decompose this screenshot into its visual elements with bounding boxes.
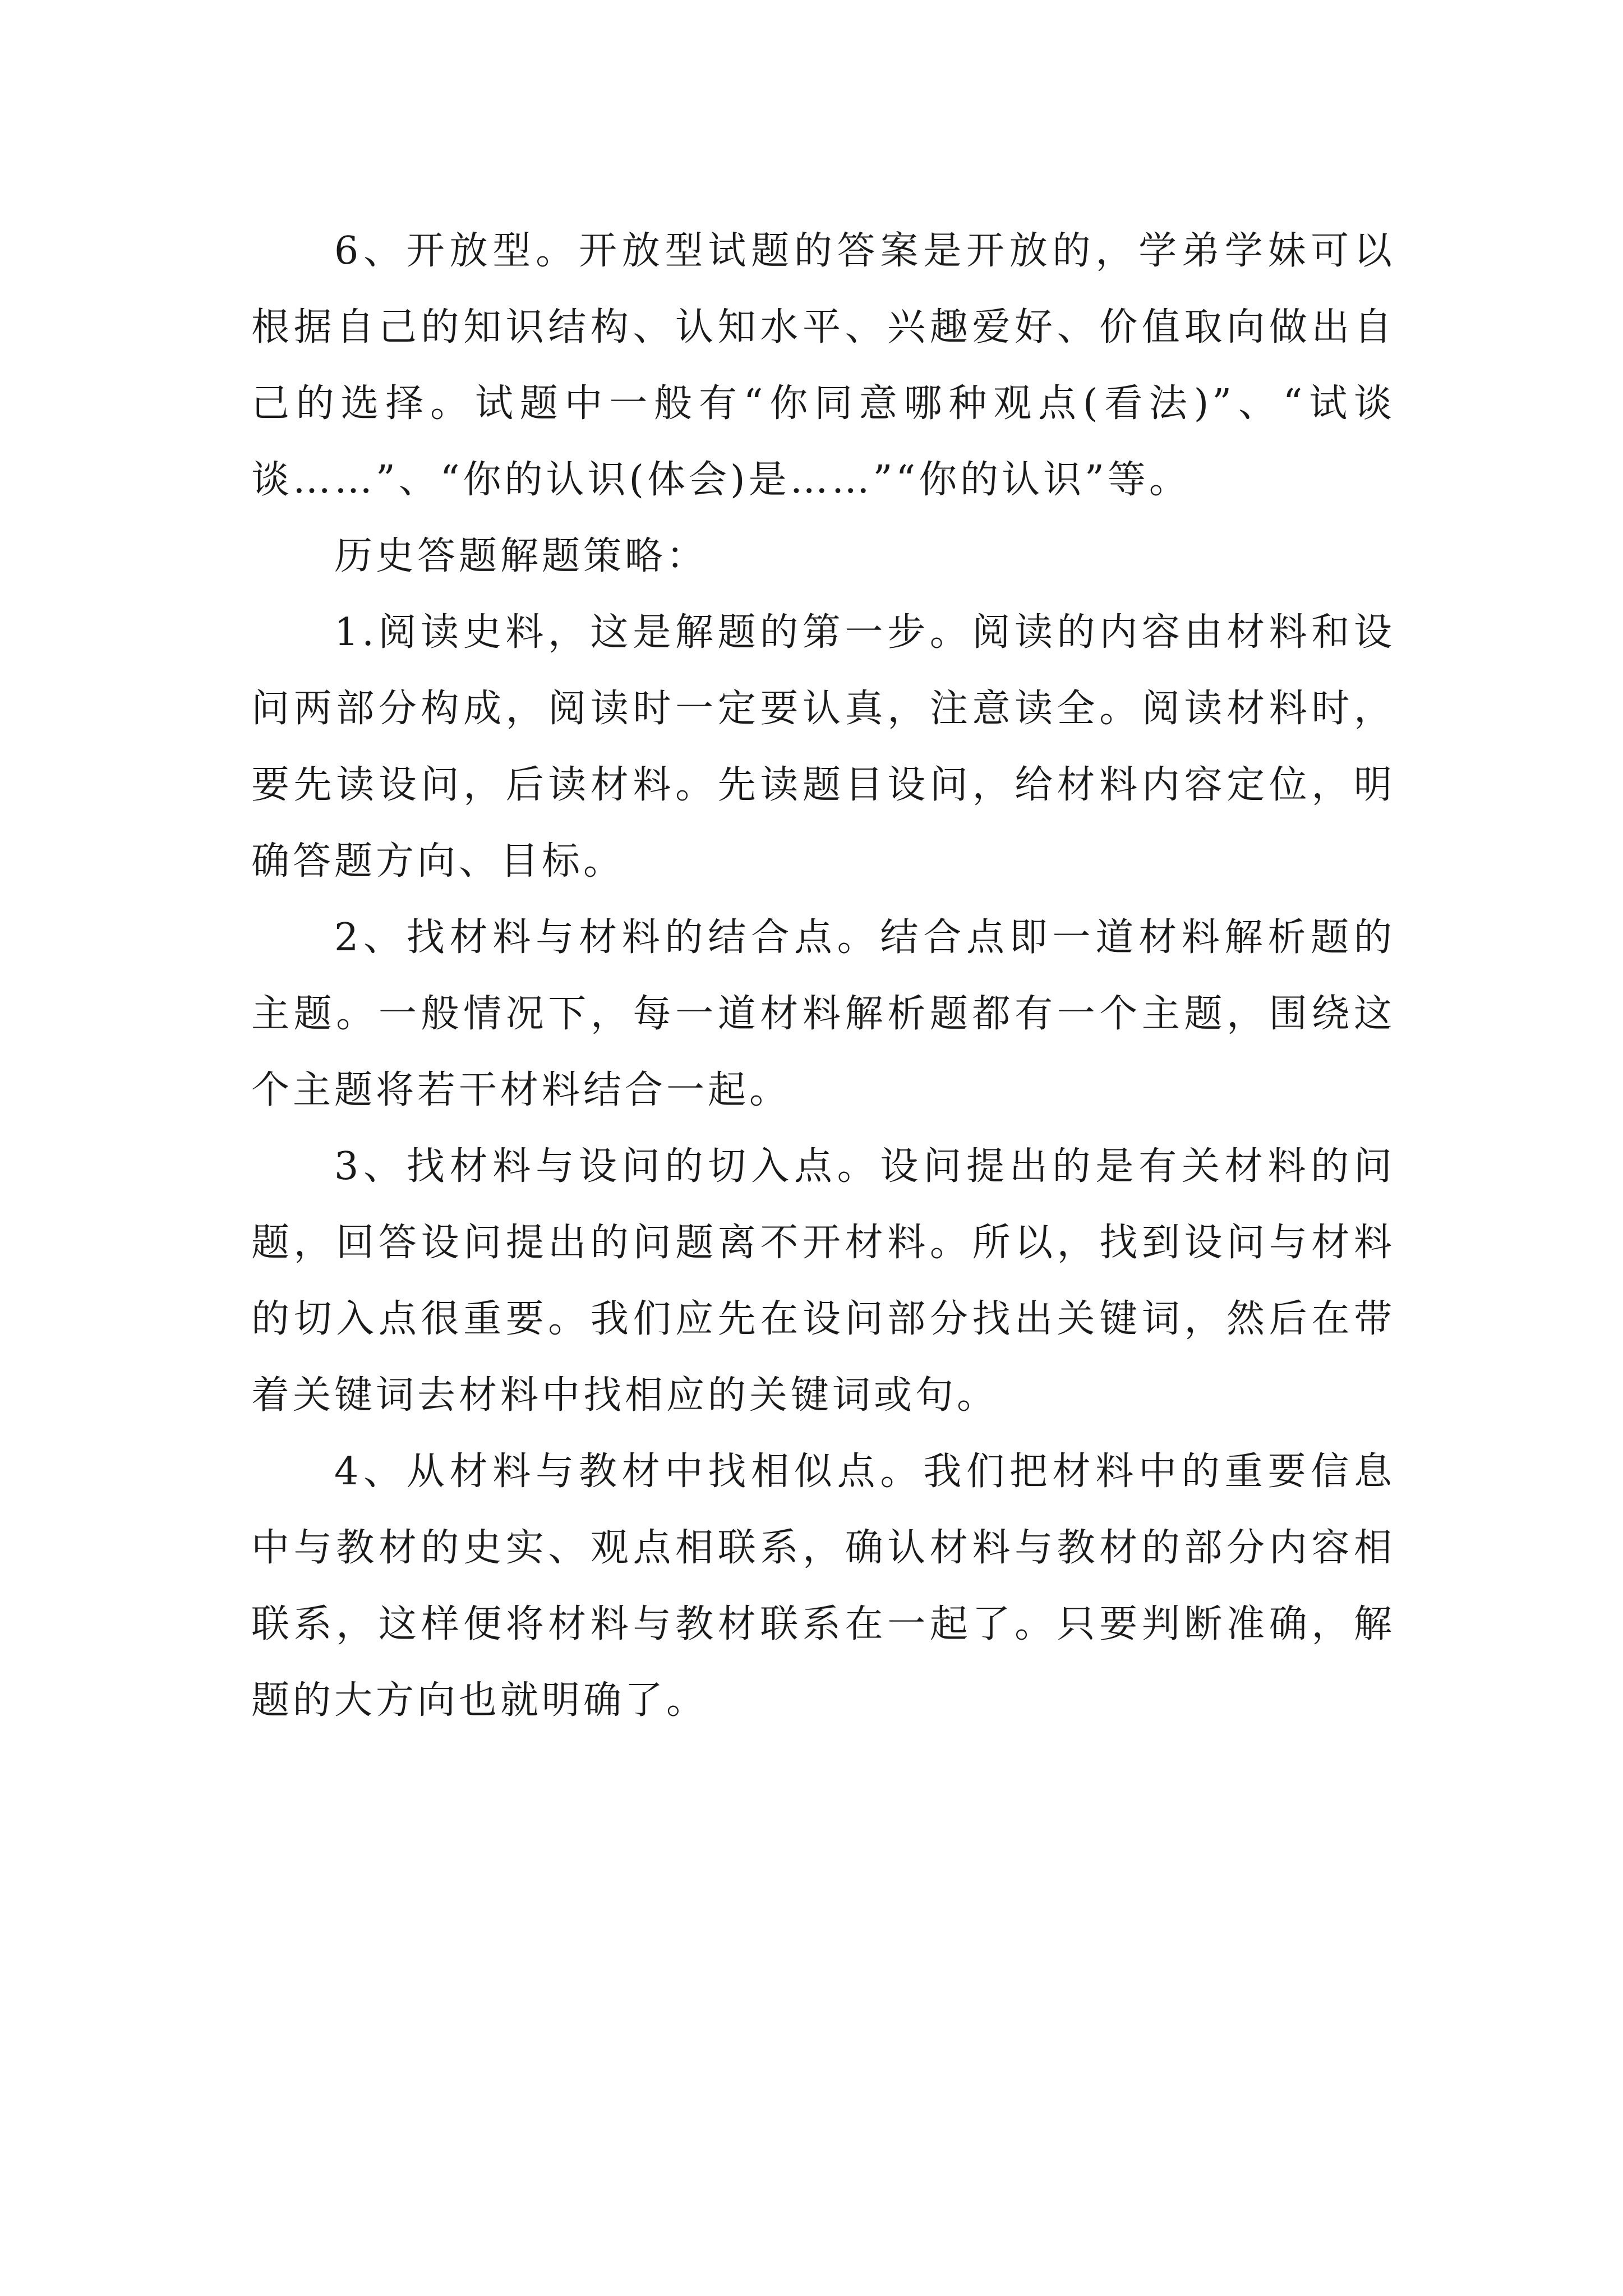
paragraph-step-2-combination-point: 2、找材料与材料的结合点。结合点即一道材料解析题的主题。一般情况下，每一道材料解析题都有一个主题，围绕这个主题将若干材料结合一起。: [251, 915, 1395, 1112]
paragraph-step-1-read-materials: 1.阅读史料，这是解题的第一步。阅读的内容由材料和设问两部分构成，阅读时一定要认真，注意读全。阅读材料时，要先读设问，后读材料。先读题目设问，给材料内容定位，明确答题方向、目标。: [251, 610, 1395, 884]
document-body: [251, 213, 1395, 1739]
paragraph-open-question-type: 6、开放型。开放型试题的答案是开放的，学弟学妹可以根据自己的知识结构、认知水平、兴趣爱好、价值取向做出自己的选择。试题中一般有“你同意哪种观点(看法)”、“试谈谈……”、“你的认识(体会)是……”“你的认识”等。: [251, 229, 1395, 502]
paragraph-step-4-similarity-point: 4、从材料与教材中找相似点。我们把材料中的重要信息中与教材的史实、观点相联系，确认材料与教材的部分内容相联系，这样便将材料与教材联系在一起了。只要判断准确，解题的大方向也就明确了。: [251, 1450, 1395, 1723]
section-heading-strategies: 历史答题解题策略：: [334, 534, 708, 578]
paragraph-step-3-entry-point: 3、找材料与设问的切入点。设问提出的是有关材料的问题，回答设问提出的问题离不开材料。所以，找到设问与材料的切入点很重要。我们应先在设问部分找出关键词，然后在带着关键词去材料中找相应的关键词或句。: [251, 1144, 1395, 1418]
